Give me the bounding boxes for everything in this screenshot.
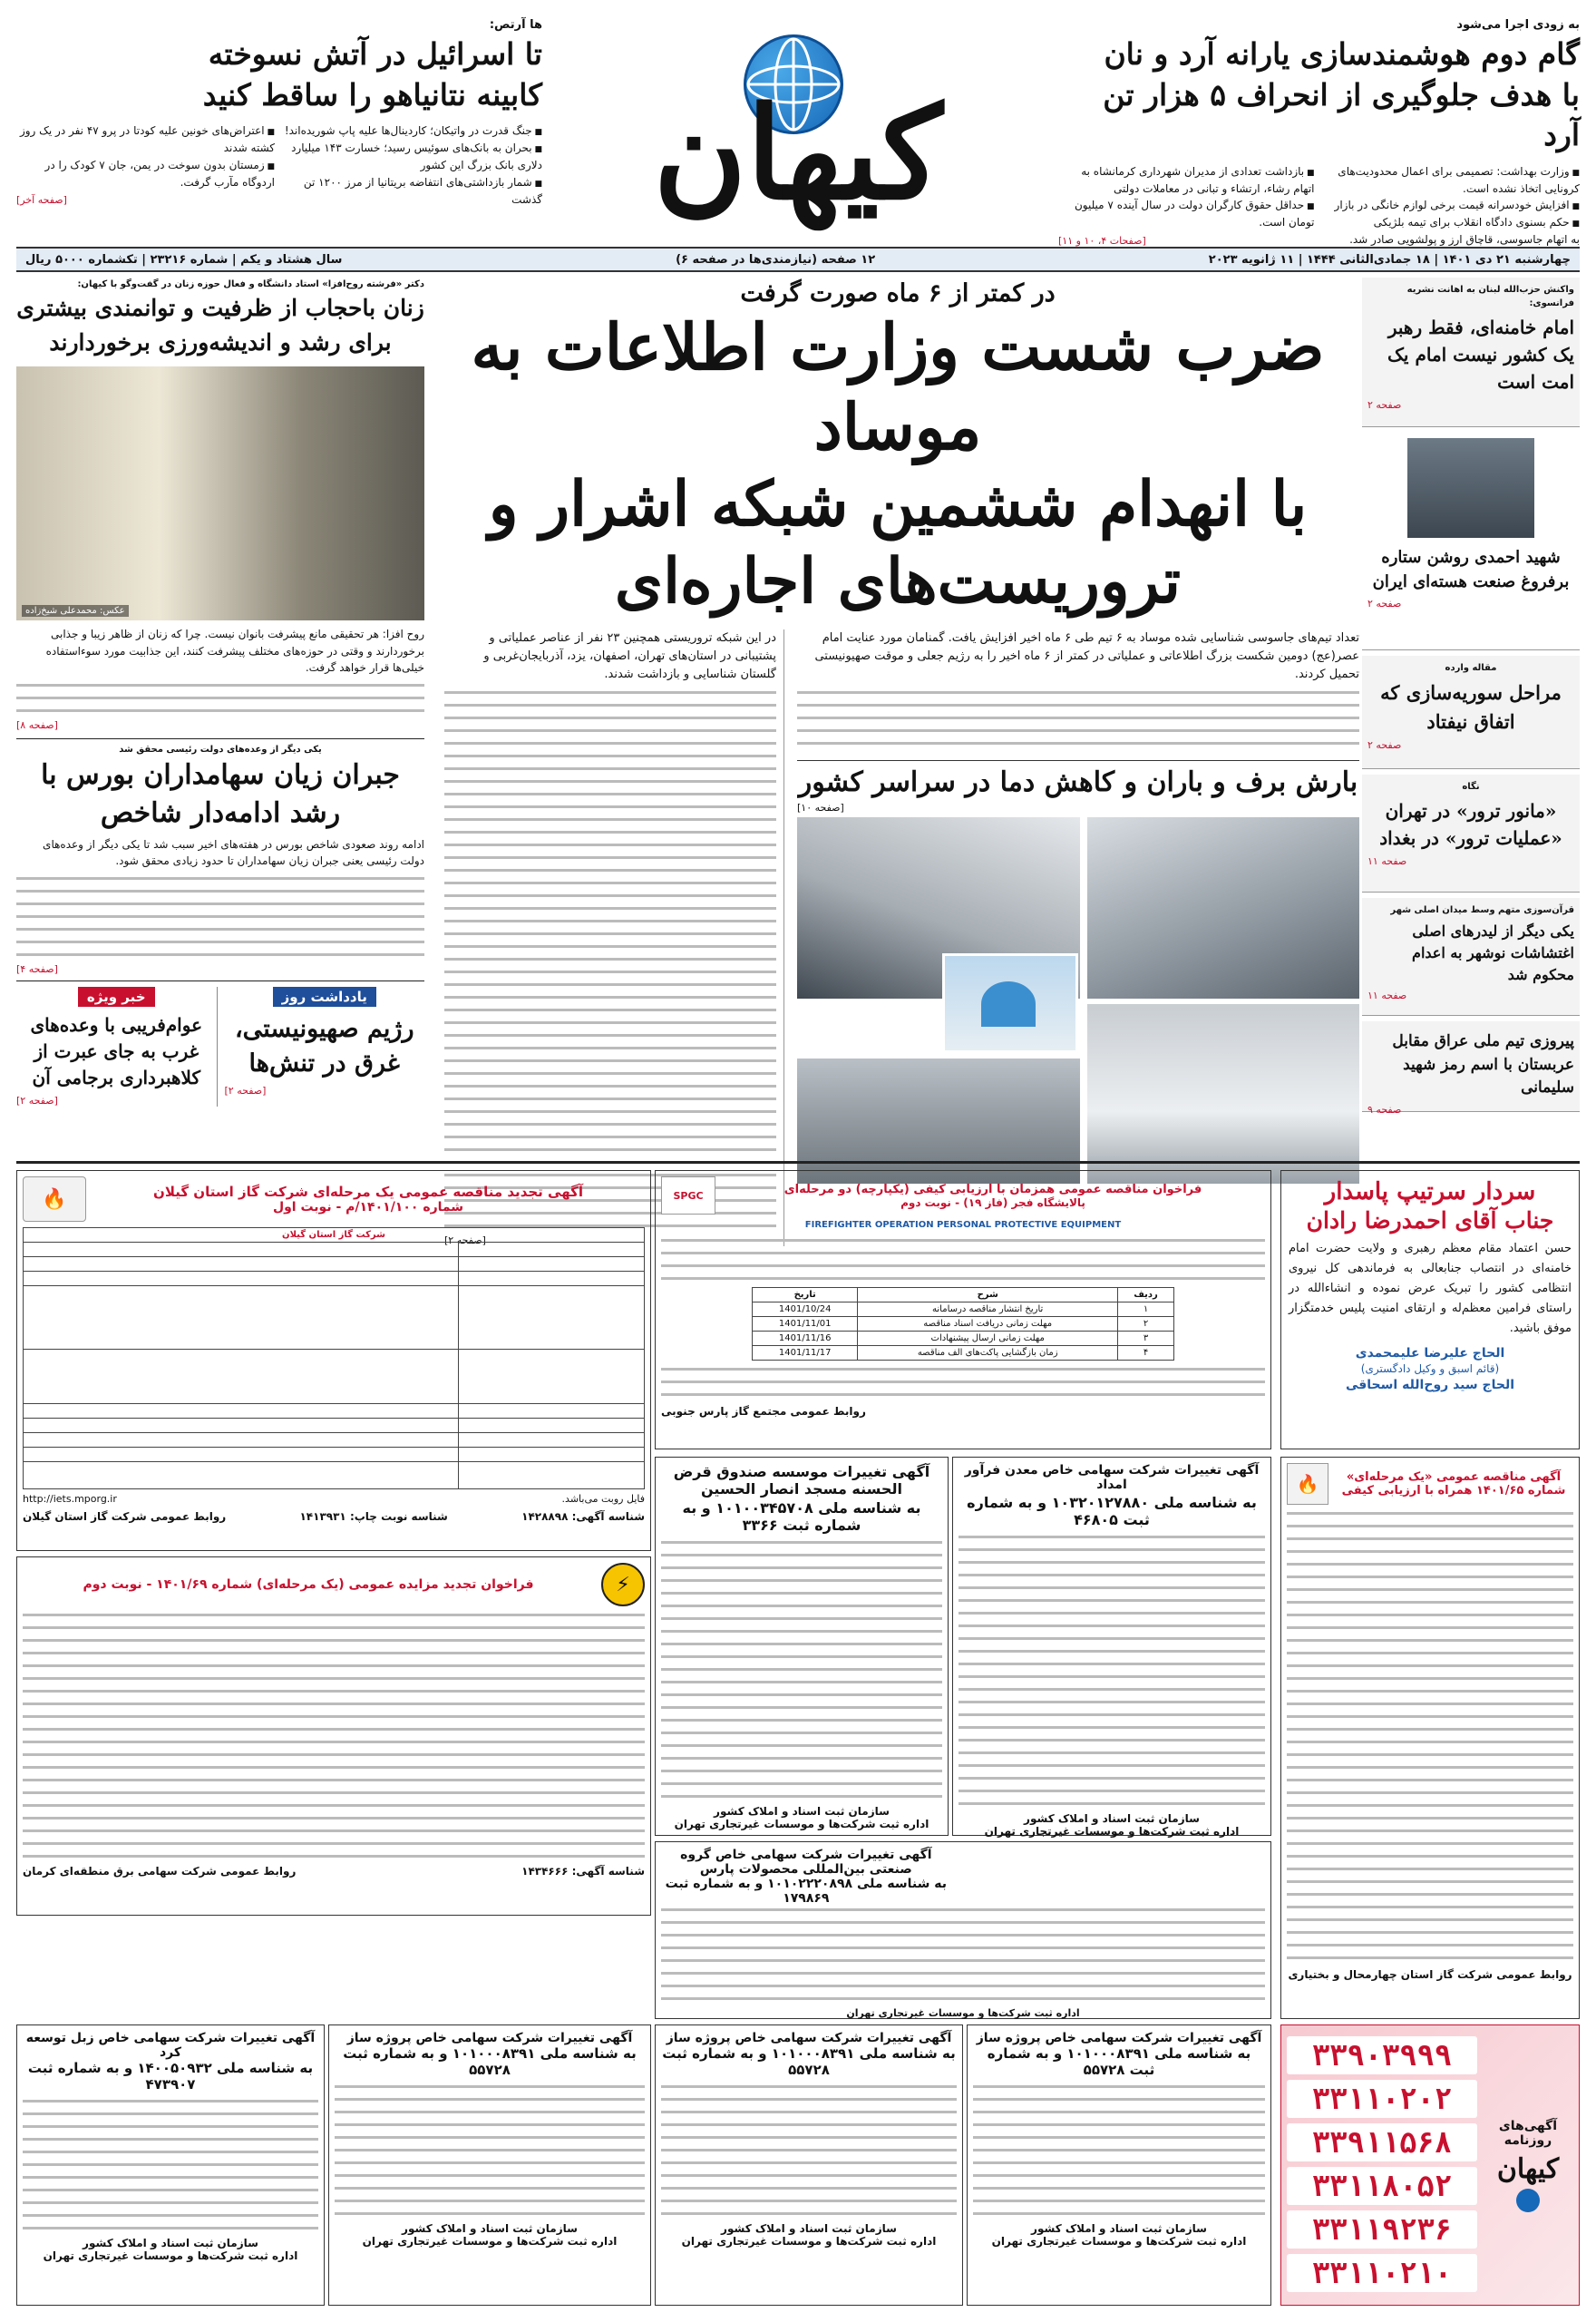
snow-page[interactable]: [صفحه ۱۰] <box>797 802 844 815</box>
ad-b4-lines <box>973 2083 1265 2218</box>
ad-pasdar-title: سردار سرتیپ پاسدار <box>1324 1178 1536 1205</box>
issue-text: سال هشتاد و یکم | شماره ۲۳۲۱۶ | تکشماره ۵۰۰۰ ریال <box>25 252 343 267</box>
ad-spgc-title: فراخوان مناقصه عمومی همزمان با ارزیابی کیفی (یکپارچه) دو مرحله‌ای <box>783 1182 1202 1196</box>
ad-b4-org-1: سازمان ثبت اسناد و املاک کشور <box>1031 2222 1207 2235</box>
bourse-page[interactable]: [صفحه ۴] <box>16 962 58 975</box>
sidebar-item[interactable] <box>1362 898 1580 1016</box>
ad-tavanir[interactable] <box>16 1556 651 1916</box>
ad-b3-title: آگهی تغییرات شرکت سهامی خاص پروژه ساز <box>666 2031 952 2045</box>
ad-b2[interactable] <box>328 2024 651 2306</box>
ad-spgc[interactable] <box>655 1170 1271 1449</box>
bourse-title[interactable]: جبران زیان سهامداران بورس با رشد ادامه‌دار شاخص <box>41 758 400 829</box>
ad-b3-org-1: سازمان ثبت اسناد و املاک کشور <box>721 2222 897 2235</box>
gas-logo-icon: 🔥 <box>1287 1463 1328 1505</box>
sidebar-title: پیروزی تیم ملی عراق مقابل عربستان با اسم رمز شهید سلیمانی <box>1392 1032 1574 1097</box>
right-page-ref[interactable]: [صفحات ۴، ۱۰ و ۱۱] <box>1058 234 1146 247</box>
ad-b4[interactable] <box>967 2024 1271 2306</box>
ad-phones <box>1280 2024 1580 2306</box>
left-item: ■ شمار بازداشتی‌های انتفاضه بریتانیا از مرز ۱۲۰۰ تن گذشت <box>284 174 542 209</box>
note-box[interactable] <box>225 987 425 1107</box>
sidebar-item[interactable] <box>1362 278 1580 427</box>
sidebar-page: صفحه ۲ <box>1367 399 1402 411</box>
ad-b4-org-2: اداره ثبت شرکت‌ها و موسسات غیرتجاری تهران <box>991 2235 1247 2248</box>
ad-parsa-org: اداره ثبت شرکت‌ها و موسسات غیرتجاری تهران <box>846 2007 1080 2019</box>
sidebar-page: صفحه ۹ <box>1367 1103 1402 1116</box>
ad-b2-lines <box>335 2083 645 2218</box>
ad-qarz[interactable] <box>655 1457 949 1836</box>
sidebar-page: صفحه ۱۱ <box>1367 990 1407 1001</box>
note-page: [صفحه ۲] <box>224 1084 267 1097</box>
main-lead: تعداد تیم‌های جاسوسی شناسایی شده موساد به ۶ تیم طی ۶ ماه اخیر افزایش یافت. گمنامان مورد عنایت امام عصر(عج) دومین شکست بزرگ اطلاعاتی و عملیاتی در کمتر از ۶ ماه اخیر را به رژیم جعلی و موقت صهیونیستی تحمیل کردند. <box>814 631 1359 682</box>
phones-label: آگهی‌های روزنامه <box>1498 2118 1558 2148</box>
left-item: ■ اعتراض‌های خونین علیه کودتا در پرو ۴۷ نفر در یک روز کشته شدند <box>16 122 275 157</box>
dateline <box>16 247 1580 272</box>
sidebar-item[interactable] <box>1362 775 1580 893</box>
ad-b3-lines <box>661 2083 957 2218</box>
ad-spgc-lines <box>661 1236 1265 1283</box>
snow-title[interactable]: بارش برف و باران و کاهش دما در سراسر کشور <box>797 760 1359 798</box>
tavanir-logo-icon: ⚡ <box>601 1563 645 1606</box>
ad-b4-title: آگهی تغییرات شرکت سهامی خاص پروژه ساز <box>976 2031 1262 2045</box>
snow-photo-car <box>1087 1004 1359 1184</box>
right-item: ■ وزارت بهداشت: تصمیمی برای اعمال محدودیت‌های کرونایی اتخاذ نشده است. <box>1324 163 1581 198</box>
main-kicker: در کمتر از ۶ ماه صورت گرفت <box>740 279 1056 307</box>
sidebar-title: امام خامنه‌ای، فقط رهبر یک کشور نیست امام یک امت است <box>1387 317 1574 393</box>
ad-parsa[interactable] <box>655 1841 1271 2019</box>
ad-chbakh[interactable] <box>1280 1457 1580 2019</box>
snow-photo-push <box>797 1059 1080 1184</box>
lead-text-lines <box>797 688 1359 747</box>
sidebar-item[interactable] <box>1362 433 1580 650</box>
ad-gilan-num: شماره ۱۴۰۱/۱۰۰/م - نوبت اول <box>272 1200 464 1215</box>
column-page[interactable]: [صفحه ۲] <box>444 1234 486 1247</box>
left-item: ■ جنگ قدرت در واتیکان؛ کاردینال‌ها علیه پاپ شوریده‌اند! <box>284 122 542 140</box>
ad-tavanir-code: شناسه آگهی: ۱۴۳۴۶۶۶ <box>521 1865 645 1878</box>
date-text: چهارشنبه ۲۱ دی ۱۴۰۱ | ۱۸ جمادی‌الثانی ۱۴۴۴ | ۱۱ ژانویه ۲۰۲۳ <box>1208 252 1571 267</box>
phone-number[interactable]: ۳۳۱۱۰۲۰۲ <box>1287 2080 1477 2118</box>
logo <box>580 27 1016 229</box>
ad-b1[interactable] <box>16 2024 325 2306</box>
ad-moaddan-sub: به شناسه ملی ۱۰۳۲۰۱۲۷۸۸۰ و به شماره ثبت ۴۶۸۰۵ <box>967 1494 1257 1528</box>
right-item: ■ بازداشت تعدادی از مدیران شهرداری کرمانشاه به اتهام رشاء، ارتشاء و تبانی در معاملات دولتی <box>1058 163 1315 198</box>
right-item: ■ افزایش خودسرانه قیمت برخی لوازم خانگی در بازار <box>1324 197 1581 214</box>
snow-photo-shrine <box>942 953 1078 1053</box>
photo-caption: عکس: محمدعلی شیخ‌زاده <box>22 605 129 617</box>
ad-b1-title: آگهی تغییرات شرکت سهامی خاص زبل توسعه کرد <box>25 2031 316 2060</box>
sidebar-kicker: قرآن‌سوزی متهم وسط میدان اصلی شهر <box>1390 905 1574 915</box>
left-kicker: ها آرتص: <box>489 18 542 32</box>
special-box[interactable] <box>16 987 218 1107</box>
left-item: ■ زمستان بدون سوخت در یمن، جان ۷ کودک را در اردوگاه مآرب گرفت. <box>16 157 275 191</box>
ad-gilan-company: شرکت گاز استان گیلان <box>24 1228 645 1243</box>
ad-qarz-sub: به شناسه ملی ۱۰۱۰۰۳۴۵۷۰۸ و به شماره ثبت ۳۳۶۶ <box>682 1499 921 1534</box>
ad-moaddan-org-1: سازمان ثبت اسناد و املاک کشور <box>1024 1812 1200 1825</box>
ad-qarz-lines <box>661 1538 942 1800</box>
martyr-photo <box>1407 438 1534 538</box>
ad-pasdar-sig-2: (قائم اسبق و وکیل دادگستری) <box>1360 1362 1500 1376</box>
phone-number[interactable]: ۳۳۹۰۳۹۹۹ <box>1287 2036 1477 2074</box>
gas-logo-icon: 🔥 <box>23 1176 86 1222</box>
sidebar <box>1362 278 1580 1130</box>
ad-gilan-table <box>23 1227 645 1489</box>
ad-gilan-id: شناسه نوبت چاپ: ۱۴۱۳۹۳۱ <box>299 1510 448 1523</box>
right-item: به اتهام جاسوسی، قاچاق ارز و پولشویی صادر شد. <box>1349 233 1580 247</box>
interview-title[interactable]: زنان باحجاب از ظرفیت و توانمندی بیشتری برای رشد و اندیشه‌ورزی برخوردارند <box>16 295 424 356</box>
ad-b1-sub: به شناسه ملی ۱۴۰۰۵۰۹۳۲ و به شماره ثبت ۴۷۳۹۰۷ <box>27 2060 314 2093</box>
ad-b2-org-1: سازمان ثبت اسناد و املاک کشور <box>402 2222 578 2235</box>
sidebar-page: صفحه ۲ <box>1367 598 1402 610</box>
phone-number[interactable]: ۳۳۹۱۱۵۶۸ <box>1287 2123 1477 2161</box>
globe-icon <box>1516 2189 1540 2212</box>
ad-qarz-title: آگهی تغییرات موسسه صندوق قرض الحسنه مسجد انصار الحسین <box>673 1463 930 1498</box>
ad-parsa-sub: به شناسه ملی ۱۰۱۰۲۲۲۰۸۹۸ و به شماره ثبت ۱۷۹۸۶۹ <box>665 1877 948 1906</box>
note-tag: یادداشت روز <box>273 987 376 1007</box>
phone-number[interactable]: ۳۳۱۱۰۲۱۰ <box>1287 2254 1477 2292</box>
ad-gilan-title: آگهی تجدید مناقصه عمومی یک مرحله‌ای شرکت گاز استان گیلان <box>153 1184 583 1200</box>
ad-tavanir-title: فراخوان تجدید مزایده عمومی (یک مرحله‌ای) شماره ۱۴۰۱/۶۹ - نوبت دوم <box>83 1577 534 1592</box>
ad-moaddan-lines <box>959 1533 1265 1808</box>
ad-qarz-org-2: اداره ثبت شرکت‌ها و موسسات غیرتجاری تهران <box>674 1818 929 1830</box>
interview-kicker: دکتر «فرشته روح‌افزا» استاد دانشگاه و فعال حوزه زنان در گفت‌وگو با کیهان: <box>77 279 424 289</box>
masthead <box>0 0 1596 245</box>
sidebar-title: یکی دیگر از لیدرهای اصلی اغتشاشات نوشهر به اعدام محکوم شد <box>1412 922 1574 983</box>
masthead-left <box>16 16 542 208</box>
ad-spgc-lines2 <box>661 1365 1265 1399</box>
ad-pasdar-sig-1: الحاج علیرضا علیمحمدی <box>1355 1346 1505 1361</box>
ads-divider <box>16 1161 1580 1164</box>
ad-spgc-footer: روابط عمومی مجتمع گاز پارس جنوبی <box>661 1405 866 1418</box>
sidebar-title: مراحل سوریه‌سازی که اتفاق نیفتاد <box>1380 681 1562 733</box>
logo-text: کیهان <box>653 80 943 229</box>
phones-logo: کیهان <box>1496 2152 1560 2185</box>
ad-parsa-title: آگهی تغییرات شرکت سهامی خاص گروه صنعتی بین‌المللی محصولات پارس <box>680 1848 932 1877</box>
ad-gilan-code: شناسه آگهی: ۱۴۲۸۸۹۸ <box>521 1510 645 1523</box>
pages-text: ۱۲ صفحه (نیازمندی‌ها در صفحه ۶) <box>676 252 876 267</box>
ad-chbakh-footer: روابط عمومی شرکت گاز استان چهارمحال و بختیاری <box>1288 1968 1572 1981</box>
ad-moaddan-org-2: اداره ثبت شرکت‌ها و موسسات غیرتجاری تهران <box>984 1825 1240 1838</box>
ad-moaddan-title: آگهی تغییرات شرکت سهامی خاص معدن فرآور امداد <box>964 1463 1260 1492</box>
ad-b2-sub: به شناسه ملی ۱۰۱۰۰۰۸۳۹۱ و به شماره ثبت ۵۵۷۲۸ <box>343 2045 637 2078</box>
bourse-lines <box>16 874 424 959</box>
ad-gilan-reg: فایل روبت می‌باشد. <box>561 1493 645 1505</box>
bourse-body: ادامه روند صعودی شاخص بورس در هفته‌های اخیر سبب شد تا یکی دیگر از وعده‌های دولت رئیسی یعنی جبران زیان سهامداران تا حدود زیادی محقق شود. <box>43 837 424 868</box>
spgc-logo-icon: SPGC <box>661 1176 715 1215</box>
ad-spgc-table: ردیف شرح تاریخ ۱ تاریخ انتشار مناقصه درسامانه 1401/10/24 ۲ مهلت زمانی دریافت اسناد مناقصه 1401/11/01 ۳ مهلت زمانی ارسال پیشنهادات 1401/11/16 ۴ زمان بازگشایی پاکت‌های الف مناقصه 1401/11/17 <box>752 1287 1174 1361</box>
ad-b1-org-1: سازمان ثبت اسناد و املاک کشور <box>83 2237 258 2249</box>
ad-tavanir-footer: روابط عمومی شرکت سهامی برق منطقه‌ای کرمان <box>23 1865 297 1878</box>
bourse-kicker: یکی دیگر از وعده‌های دولت رئیسی محقق شد <box>119 744 322 755</box>
snow-photo-street <box>1087 817 1359 999</box>
column-text-lines <box>444 688 776 1230</box>
sidebar-kicker: نگاه <box>1462 782 1480 792</box>
ad-b1-lines <box>23 2097 318 2232</box>
masthead-right <box>1058 16 1580 249</box>
sidebar-kicker: واکنش حزب‌الله لبنان به اهانت نشریه فرانسوی: <box>1406 285 1574 308</box>
ad-spgc-tender: FIREFIGHTER OPERATION PERSONAL PROTECTIVE EQUIPMENT <box>804 1220 1122 1230</box>
sidebar-title: شهید احمدی روشن ستاره برفروغ صنعت هسته‌ای ایران <box>1372 548 1570 591</box>
ad-pasdar[interactable] <box>1280 1170 1580 1449</box>
ad-gilan-web[interactable]: http://iets.mporg.ir <box>23 1493 117 1505</box>
sidebar-item[interactable] <box>1362 1021 1580 1116</box>
left-page-ref[interactable]: [صفحه آخر] <box>16 194 67 207</box>
interview-lines <box>16 681 424 715</box>
ad-pasdar-body: حسن اعتماد مقام معظم رهبری و ولایت حضرت امام خامنه‌ای در انتصاب جنابعالی به فرماندهی کل نیروی انتظامی کشور را تبریک عرض نموده و انشاءالله در راستای فرامین معظم‌له و ارتقای امنیت پلیس خدمتگزار موفق باشید. <box>1289 1242 1572 1336</box>
phone-number[interactable]: ۳۳۱۱۸۰۵۲ <box>1287 2167 1477 2205</box>
interview-photo <box>16 366 424 620</box>
sidebar-page: صفحه ۱۱ <box>1367 855 1407 867</box>
left-column <box>16 278 424 1130</box>
ad-gilan[interactable] <box>16 1170 651 1551</box>
ad-b3-sub: به شناسه ملی ۱۰۱۰۰۰۸۳۹۱ و به شماره ثبت ۵۵۷۲۸ <box>662 2045 956 2078</box>
ad-b2-org-2: اداره ثبت شرکت‌ها و موسسات غیرتجاری تهران <box>362 2235 618 2248</box>
sidebar-title: «مانور ترور» در تهران «عملیات ترور» در بغداد <box>1379 800 1562 849</box>
ad-chbakh-lines <box>1287 1509 1573 1962</box>
main-column: در این شبکه تروریستی همچنین ۲۳ نفر از عناصر عملیاتی و پشتیبانی در استان‌های تهران، اصفهان، یزد، آذربایجان‌غربی و گلستان شناسایی و بازداشت شدند. <box>483 631 776 682</box>
special-page: [صفحه ۲] <box>16 1094 58 1107</box>
left-title-2[interactable]: کابینه نتانیاهو را ساقط کنید <box>202 76 542 112</box>
interview-body: روح افزا: هر تحقیقی مانع پیشرفت بانوان نیست. چرا که زنان از ظاهر زیبا و جذابی برخوردارند و وقتی در حوزه‌های مختلف پیشرفت کنند، این جذابیت مورد سوءاستفاده خیلی‌ها قرار خواهد گرفت. <box>45 628 424 675</box>
left-item: ■ بحران به بانک‌های سوئیس رسید؛ خسارت ۱۴۳ میلیارد دلاری بانک بزرگ این کشور <box>284 140 542 174</box>
left-title-1[interactable]: تا اسرائیل در آتش نسوخته <box>208 36 542 73</box>
ad-qarz-org-1: سازمان ثبت اسناد و املاک کشور <box>714 1805 890 1818</box>
main-headline-1[interactable]: ضرب شست وزارت اطلاعات به موساد <box>471 309 1325 464</box>
main-headline-2[interactable]: با انهدام ششمین شبکه اشرار و تروریست‌های اجاره‌ای <box>488 468 1308 618</box>
ad-b4-sub: به شناسه ملی ۱۰۱۰۰۰۸۳۹۱ و به شماره ثبت ۵۵۷۲۸ <box>987 2045 1251 2078</box>
special-title: عوام‌فریبی با وعده‌های غرب به جای عبرت از کلاهبرداری برجامی آن <box>30 1013 203 1088</box>
phone-number[interactable]: ۳۳۱۱۹۲۳۶ <box>1287 2210 1477 2249</box>
note-title: رژیم صهیونیستی، غرق در تنش‌ها <box>234 1014 414 1078</box>
ad-tavanir-lines <box>23 1611 645 1860</box>
ad-pasdar-sig-3: الحاج سید روح‌الله اسحاقی <box>1345 1378 1515 1393</box>
ad-chbakh-title: آگهی مناقصه عمومی «یک مرحله‌ای» شماره ۱۴۰۱/۶۵ همراه با ارزیابی کیفی <box>1341 1470 1566 1498</box>
ad-spgc-sub: پالایشگاه فجر (فاز ۱۹) - نوبت دوم <box>900 1195 1085 1209</box>
right-kicker: به زودی اجرا می‌شود <box>1456 18 1580 32</box>
ad-b2-title: آگهی تغییرات شرکت سهامی خاص پروژه ساز <box>346 2031 633 2045</box>
ad-b3-org-2: اداره ثبت شرکت‌ها و موسسات غیرتجاری تهران <box>681 2235 937 2248</box>
right-title-1[interactable]: گام دوم هوشمندسازی یارانه آرد و نان <box>1104 36 1580 73</box>
ad-moaddan[interactable] <box>952 1457 1271 1836</box>
sidebar-kicker: مقاله وارده <box>1445 663 1497 673</box>
interview-page[interactable]: [صفحه ۸] <box>16 718 58 731</box>
right-item: ■ حکم بسنوی دادگاه انقلاب برای تیمه بلژیکی <box>1324 214 1581 231</box>
ad-parsa-lines <box>661 1906 1265 2003</box>
ad-gilan-footer: روابط عمومی شرکت گاز استان گیلان <box>23 1510 227 1523</box>
right-title-2[interactable]: با هدف جلوگیری از انحراف ۵ هزار تن آرد <box>1103 76 1580 153</box>
right-item: ■ حداقل حقوق کارگران دولت در سال آینده ۷ میلیون تومان است. <box>1058 197 1315 231</box>
ad-b3[interactable] <box>655 2024 963 2306</box>
sidebar-item[interactable] <box>1362 656 1580 769</box>
sidebar-page: صفحه ۲ <box>1367 739 1402 751</box>
special-tag: خبر ویژه <box>78 987 155 1007</box>
ad-b1-org-2: اداره ثبت شرکت‌ها و موسسات غیرتجاری تهران <box>43 2249 298 2262</box>
ad-pasdar-name: جناب آقای احمدرضا رادان <box>1306 1207 1554 1234</box>
